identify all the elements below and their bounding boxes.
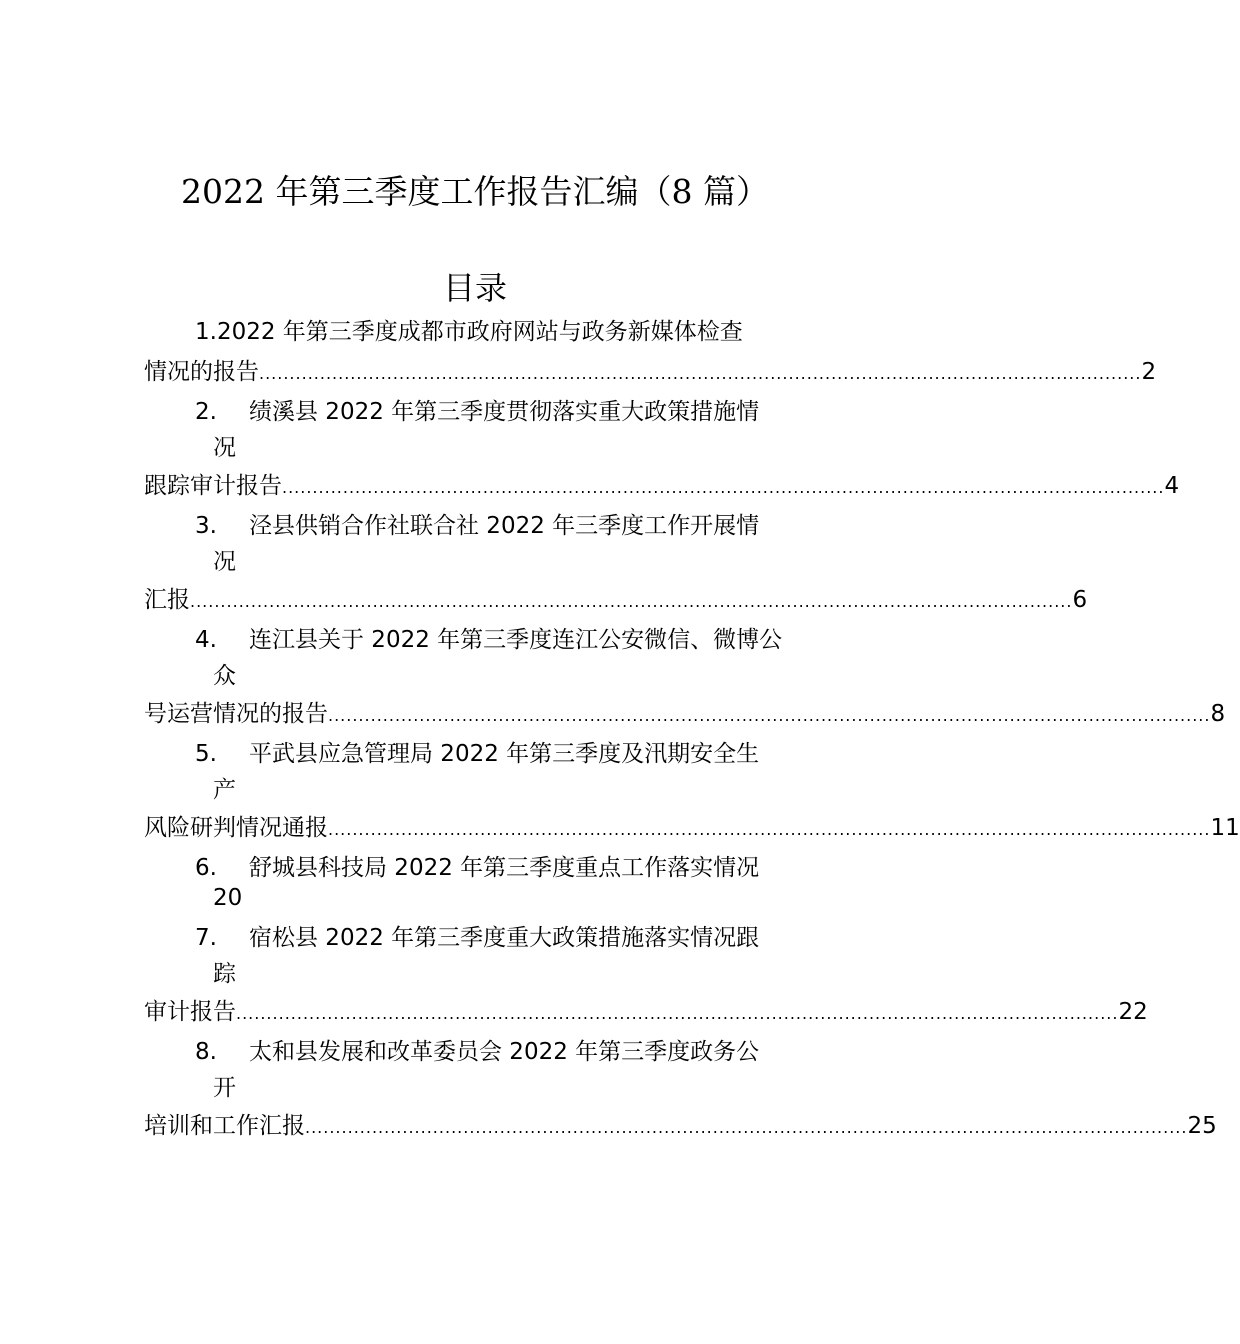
toc-entry-5-number: 5. (195, 741, 217, 767)
toc-entry-2-number: 2. (195, 399, 217, 425)
toc-entry-4-page: 8 (1210, 701, 1226, 727)
toc-heading: 目录 (442, 269, 507, 307)
toc-entry-3-wrap: 况 (213, 549, 236, 575)
toc-entry-3-title (195, 510, 759, 542)
toc-entry-4-title (195, 624, 782, 656)
toc-entry-7-title (195, 922, 759, 954)
toc-entry-5-leader: ................................................................................................................................................. (328, 820, 1211, 839)
toc-entry-8-tail (144, 1110, 1217, 1144)
toc-entry-4-leader: ................................................................................................................................................. (328, 706, 1211, 725)
toc-entry-7-tail (144, 996, 1148, 1030)
toc-entry-2-leader: ................................................................................................................................................. (282, 478, 1165, 497)
toc-entry-3-leader: ................................................................................................................................................. (190, 592, 1073, 611)
toc-entry-8-wrap: 开 (213, 1075, 236, 1101)
toc-entry-4-number: 4. (195, 627, 217, 653)
toc-entry-6-text: 舒城县科技局 2022 年第三季度重点工作落实情况 (249, 855, 760, 881)
toc-entry-8-tail-text: 培训和工作汇报 (144, 1113, 305, 1139)
toc-entry-2-tail (144, 470, 1180, 504)
toc-entry-5-wrap: 产 (213, 777, 236, 803)
toc-entry-6-page: 20 (213, 885, 243, 911)
toc-entry-8-page: 25 (1187, 1113, 1217, 1139)
toc-entry-6-number: 6. (195, 855, 217, 881)
document-title: 2022 年第三季度工作报告汇编（8 篇） (181, 172, 769, 211)
toc-entry-8-leader: ................................................................................................................................................. (305, 1118, 1188, 1137)
toc-entry-8-title (195, 1036, 759, 1068)
toc-entry-5-text: 平武县应急管理局 2022 年第三季度及汛期安全生 (249, 741, 760, 767)
toc-entry-3-text: 泾县供销合作社联合社 2022 年三季度工作开展情 (249, 513, 760, 539)
toc-entry-1-tail (144, 356, 1157, 390)
toc-entry-6-title (195, 852, 759, 884)
toc-entry-3-tail-text: 汇报 (144, 587, 190, 613)
toc-entry-2-page: 4 (1164, 473, 1180, 499)
toc-entry-7-text: 宿松县 2022 年第三季度重大政策措施落实情况跟 (249, 925, 760, 951)
toc-entry-5-tail (144, 812, 1240, 846)
toc-entry-3-tail (144, 584, 1088, 618)
toc-entry-5-tail-text: 风险研判情况通报 (144, 815, 328, 841)
toc-entry-4-tail-text: 号运营情况的报告 (144, 701, 328, 727)
toc-entry-7-page: 22 (1118, 999, 1148, 1025)
toc-entry-8-text: 太和县发展和改革委员会 2022 年第三季度政务公 (249, 1039, 760, 1065)
toc-entry-7-wrap: 踪 (213, 961, 236, 987)
toc-entry-1-tail-text: 情况的报告 (144, 359, 259, 385)
toc-entry-4-text: 连江县关于 2022 年第三季度连江公安微信、微博公 (249, 627, 783, 653)
toc-entry-7-tail-text: 审计报告 (144, 999, 236, 1025)
toc-entry-2-tail-text: 跟踪审计报告 (144, 473, 282, 499)
toc-entry-5-title (195, 738, 759, 770)
toc-entry-7-leader: ................................................................................................................................................. (236, 1004, 1119, 1023)
toc-entry-8-number: 8. (195, 1039, 217, 1065)
toc-entry-3-page: 6 (1072, 587, 1088, 613)
toc-entry-1-title: 1.2022 年第三季度成都市政府网站与政务新媒体检查 (195, 319, 743, 345)
toc-entry-1-page: 2 (1141, 359, 1157, 385)
toc-entry-1-leader: ................................................................................................................................................. (259, 364, 1142, 383)
toc-entry-4-wrap: 众 (213, 663, 236, 689)
toc-entry-5-page: 11 (1210, 815, 1240, 841)
toc-entry-4-tail (144, 698, 1226, 732)
toc-entry-7-number: 7. (195, 925, 217, 951)
toc-entry-2-title (195, 396, 759, 428)
toc-entry-2-wrap: 况 (213, 435, 236, 461)
toc-entry-2-text: 绩溪县 2022 年第三季度贯彻落实重大政策措施情 (249, 399, 760, 425)
toc-entry-3-number: 3. (195, 513, 217, 539)
